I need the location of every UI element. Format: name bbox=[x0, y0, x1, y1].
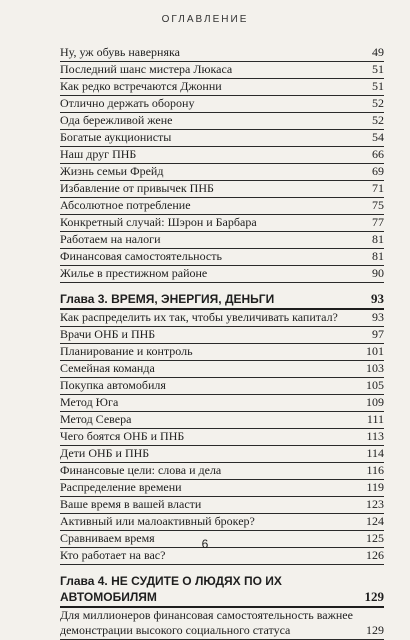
toc-entry bbox=[60, 45, 384, 60]
toc-entry-page: 103 bbox=[366, 361, 384, 375]
toc-entry bbox=[60, 147, 384, 162]
toc-entry-title: Жизнь семьи Фрейд bbox=[60, 164, 164, 178]
toc-entry-title: Ну, уж обувь наверняка bbox=[60, 45, 180, 59]
toc-entry-title: Дети ОНБ и ПНБ bbox=[60, 446, 150, 460]
toc-entry-title: Жилье в престижном районе bbox=[60, 266, 208, 280]
toc-entry-line1: Для миллионеров финансовая самостоятельность важнее bbox=[60, 608, 353, 622]
toc-entry bbox=[60, 361, 384, 376]
toc-entry bbox=[60, 266, 384, 281]
toc-entry-page: 119 bbox=[366, 480, 384, 494]
toc-entry-page: 75 bbox=[372, 198, 384, 212]
toc-entry bbox=[60, 395, 384, 410]
toc-entry-page: 52 bbox=[372, 96, 384, 110]
toc-section-b bbox=[60, 310, 384, 565]
toc-entry bbox=[60, 130, 384, 145]
toc-entry-title: Покупка автомобиля bbox=[60, 378, 166, 392]
toc-entry-page: 123 bbox=[366, 497, 384, 511]
toc-entry bbox=[60, 164, 384, 179]
toc-entry-title: Ода бережливой жене bbox=[60, 113, 173, 127]
chapter-3-title: Глава 3. ВРЕМЯ, ЭНЕРГИЯ, ДЕНЬГИ bbox=[60, 292, 275, 306]
toc-entry-title: Избавление от привычек ПНБ bbox=[60, 181, 214, 195]
toc-entry-title: Семейная команда bbox=[60, 361, 155, 375]
chapter-4-heading bbox=[60, 573, 384, 605]
toc-entry-page: 49 bbox=[372, 45, 384, 59]
toc-entry-title: Сравниваем время bbox=[60, 531, 155, 545]
toc-entry-title: Кто работает на вас? bbox=[60, 548, 166, 562]
toc-entry-page: 90 bbox=[372, 266, 384, 280]
toc-entry-title: Финансовая самостоятельность bbox=[60, 249, 222, 263]
toc-entry-page: 101 bbox=[366, 344, 384, 358]
toc-entry bbox=[60, 497, 384, 512]
toc-entry-page: 81 bbox=[372, 232, 384, 246]
toc-entry bbox=[60, 113, 384, 128]
toc-entry-page: 51 bbox=[372, 62, 384, 76]
toc-entry-title: Планирование и контроль bbox=[60, 344, 193, 358]
toc-entry-page: 97 bbox=[372, 327, 384, 341]
toc-entry-page: 93 bbox=[372, 310, 384, 324]
toc-entry-title: Отлично держать оборону bbox=[60, 96, 195, 110]
toc-entry bbox=[60, 62, 384, 77]
toc-entry-title: Последний шанс мистера Люкаса bbox=[60, 62, 233, 76]
toc-entry bbox=[60, 181, 384, 196]
toc-entry-page: 69 bbox=[372, 164, 384, 178]
toc-entry-title: Абсолютное потребление bbox=[60, 198, 191, 212]
toc-entry-title: Распределение времени bbox=[60, 480, 182, 494]
toc-entry bbox=[60, 310, 384, 325]
toc-entry bbox=[60, 198, 384, 213]
toc-entry-title: Метод Севера bbox=[60, 412, 132, 426]
page-number: 6 bbox=[201, 537, 209, 551]
toc-entry bbox=[60, 429, 384, 444]
toc-entry-title: Работаем на налоги bbox=[60, 232, 161, 246]
toc-entry-page: 125 bbox=[366, 531, 384, 545]
toc-entry bbox=[60, 463, 384, 478]
toc-entry-page: 124 bbox=[366, 514, 384, 528]
toc-entry-page: 114 bbox=[366, 446, 384, 460]
toc-entry-multiline bbox=[60, 608, 384, 638]
toc-entry bbox=[60, 215, 384, 230]
toc-entry bbox=[60, 412, 384, 427]
toc-entry bbox=[60, 344, 384, 359]
toc-entry-title: Как распределить их так, чтобы увеличивать капитал? bbox=[60, 310, 338, 324]
toc-entry bbox=[60, 96, 384, 111]
toc-entry-title: Метод Юга bbox=[60, 395, 119, 409]
toc-entry bbox=[60, 446, 384, 461]
toc-entry-page: 126 bbox=[366, 548, 384, 562]
toc-entry-page: 109 bbox=[366, 395, 384, 409]
toc-entry-page: 129 bbox=[366, 623, 384, 637]
toc-entry-page: 105 bbox=[366, 378, 384, 392]
toc-entry-page: 81 bbox=[372, 249, 384, 263]
toc-entry-page: 66 bbox=[372, 147, 384, 161]
toc-entry bbox=[60, 249, 384, 264]
toc-entry-page: 77 bbox=[372, 215, 384, 229]
toc-entry-page: 54 bbox=[372, 130, 384, 144]
chapter-3-heading bbox=[60, 291, 384, 307]
toc-entry-title: Врачи ОНБ и ПНБ bbox=[60, 327, 156, 341]
toc-entry bbox=[60, 232, 384, 247]
toc-entry-page: 116 bbox=[366, 463, 384, 477]
chapter-4-page: 129 bbox=[364, 589, 384, 604]
toc-entry bbox=[60, 79, 384, 94]
toc-entry bbox=[60, 514, 384, 529]
toc-entry-page: 52 bbox=[372, 113, 384, 127]
toc-entry bbox=[60, 480, 384, 495]
chapter-4-title-line2: АВТОМОБИЛЯМ bbox=[60, 590, 157, 604]
toc-entry-title: Как редко встречаются Джонни bbox=[60, 79, 222, 93]
chapter-3-page: 93 bbox=[371, 291, 384, 306]
toc-entry-title: Наш друг ПНБ bbox=[60, 147, 137, 161]
toc-entry-title: Богатые аукционисты bbox=[60, 130, 172, 144]
toc-entry-page: 111 bbox=[366, 412, 384, 426]
toc-entry bbox=[60, 378, 384, 393]
toc-entry-title: Финансовые цели: слова и дела bbox=[60, 463, 222, 477]
toc-entry-title: Конкретный случай: Шэрон и Барбара bbox=[60, 215, 257, 229]
chapter-4-title-line1: Глава 4. НЕ СУДИТЕ О ЛЮДЯХ ПО ИХ bbox=[60, 574, 282, 588]
toc-entry-title: Чего боятся ОНБ и ПНБ bbox=[60, 429, 185, 443]
toc-entry-page: 113 bbox=[366, 429, 384, 443]
toc-entry-page: 71 bbox=[372, 181, 384, 195]
toc-section-a bbox=[60, 45, 384, 283]
toc-entry bbox=[60, 327, 384, 342]
toc-entry-title: Ваше время в вашей власти bbox=[60, 497, 202, 511]
page-header: ОГЛАВЛЕНИЕ bbox=[161, 14, 249, 25]
toc-entry-line2: демонстрации высокого социального статуса bbox=[60, 623, 291, 637]
toc-entry-title: Активный или малоактивный брокер? bbox=[60, 514, 255, 528]
toc-entry-page: 51 bbox=[372, 79, 384, 93]
